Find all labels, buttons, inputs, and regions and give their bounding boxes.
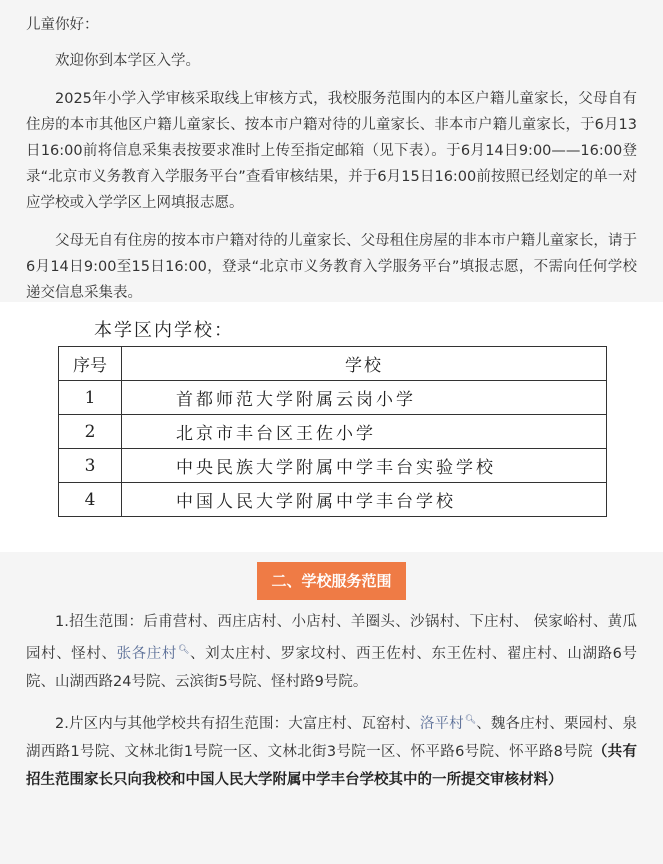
header-school: 学校 [122,347,607,381]
table-row [59,449,607,483]
service-section [0,552,663,864]
zhanggezhuang-link-text[interactable]: 张各庄村 [116,645,177,662]
table-row [59,415,607,449]
service-paragraph-1 [26,608,637,696]
service-paragraph-2 [26,706,637,794]
row-number: 4 [59,483,122,517]
row-school-name: 首都师范大学附属云岗小学 [122,381,607,415]
section-heading: 二、学校服务范围 [257,562,405,600]
schools-table [58,346,607,517]
zhanggezhuang-link[interactable] [117,646,190,662]
luoping-link-text[interactable]: 洛平村 [419,715,464,732]
greeting: 儿童你好： [26,17,99,33]
intro-section [0,0,663,302]
service-p1-text-rest: 、刘太庄村、罗家坟村、西王佐村、东王佐村、翟庄村、山湖路6号院、山湖西路24号院、云滨街5号院、怪村路9号院。 [26,645,637,690]
schools-section [0,302,663,552]
service-p1-text: 1.招生范围：后甫营村、西庄店村、小店村、羊圈头、沙锅村、下庄村、 侯家峪村、黄瓜园村、怪村、 [26,614,637,662]
row-number: 3 [59,449,122,483]
search-icon[interactable]: 🔍︎ [464,714,477,725]
shared-range-note: （共有招生范围家长只向我校和中国人民大学附属中学丰台学校其中的一所提交审核材料） [26,743,638,788]
welcome-text: 欢迎你到本学区入学。 [55,53,200,69]
row-number: 2 [59,415,122,449]
schools-title: 本学区内学校： [94,320,234,341]
row-school-name: 中国人民大学附属中学丰台学校 [122,483,607,517]
section-heading-wrap [26,562,637,604]
search-icon[interactable]: 🔍︎ [177,645,190,655]
service-p2-text: 2.片区内与其他学校共有招生范围：大富庄村、瓦窑村、 [55,715,420,732]
service-p2-text-rest: 、魏各庄村、栗园村、泉湖西路1号院、文林北街1号院一区、文林北街3号院一区、怀平路6号院、怀平路8号院 [26,715,637,760]
luoping-link[interactable] [420,716,476,732]
row-number: 1 [59,381,122,415]
table-row [59,381,607,415]
row-school-name: 中央民族大学附属中学丰台实验学校 [122,449,607,483]
table-row [59,483,607,517]
intro-paragraph-2: 父母无自有住房的按本市户籍对待的儿童家长、父母租住房屋的非本市户籍儿童家长，请于6月14日9:00至15日16:00，登录“北京市义务教育入学服务平台”填报志愿，不需向任何学校递交信息采集表。 [26,233,637,301]
row-school-name: 北京市丰台区王佐小学 [122,415,607,449]
intro-paragraph-1: 2025年小学入学审核采取线上审核方式，我校服务范围内的本区户籍儿童家长，父母自有住房的本市其他区户籍儿童家长、按本市户籍对待的儿童家长、非本市户籍儿童家长，于6月13日16:00前将信息采集表按要求准时上传至指定邮箱（见下表）。于6月14日9:00——16:00登录“北京市义务教育入学服务平台”查看审核结果，并于6月15日16:00前按照已经划定的单一对应学校或入学学区上网填报志愿。 [26,91,637,211]
table-header-row [59,347,607,381]
header-number: 序号 [59,347,122,381]
